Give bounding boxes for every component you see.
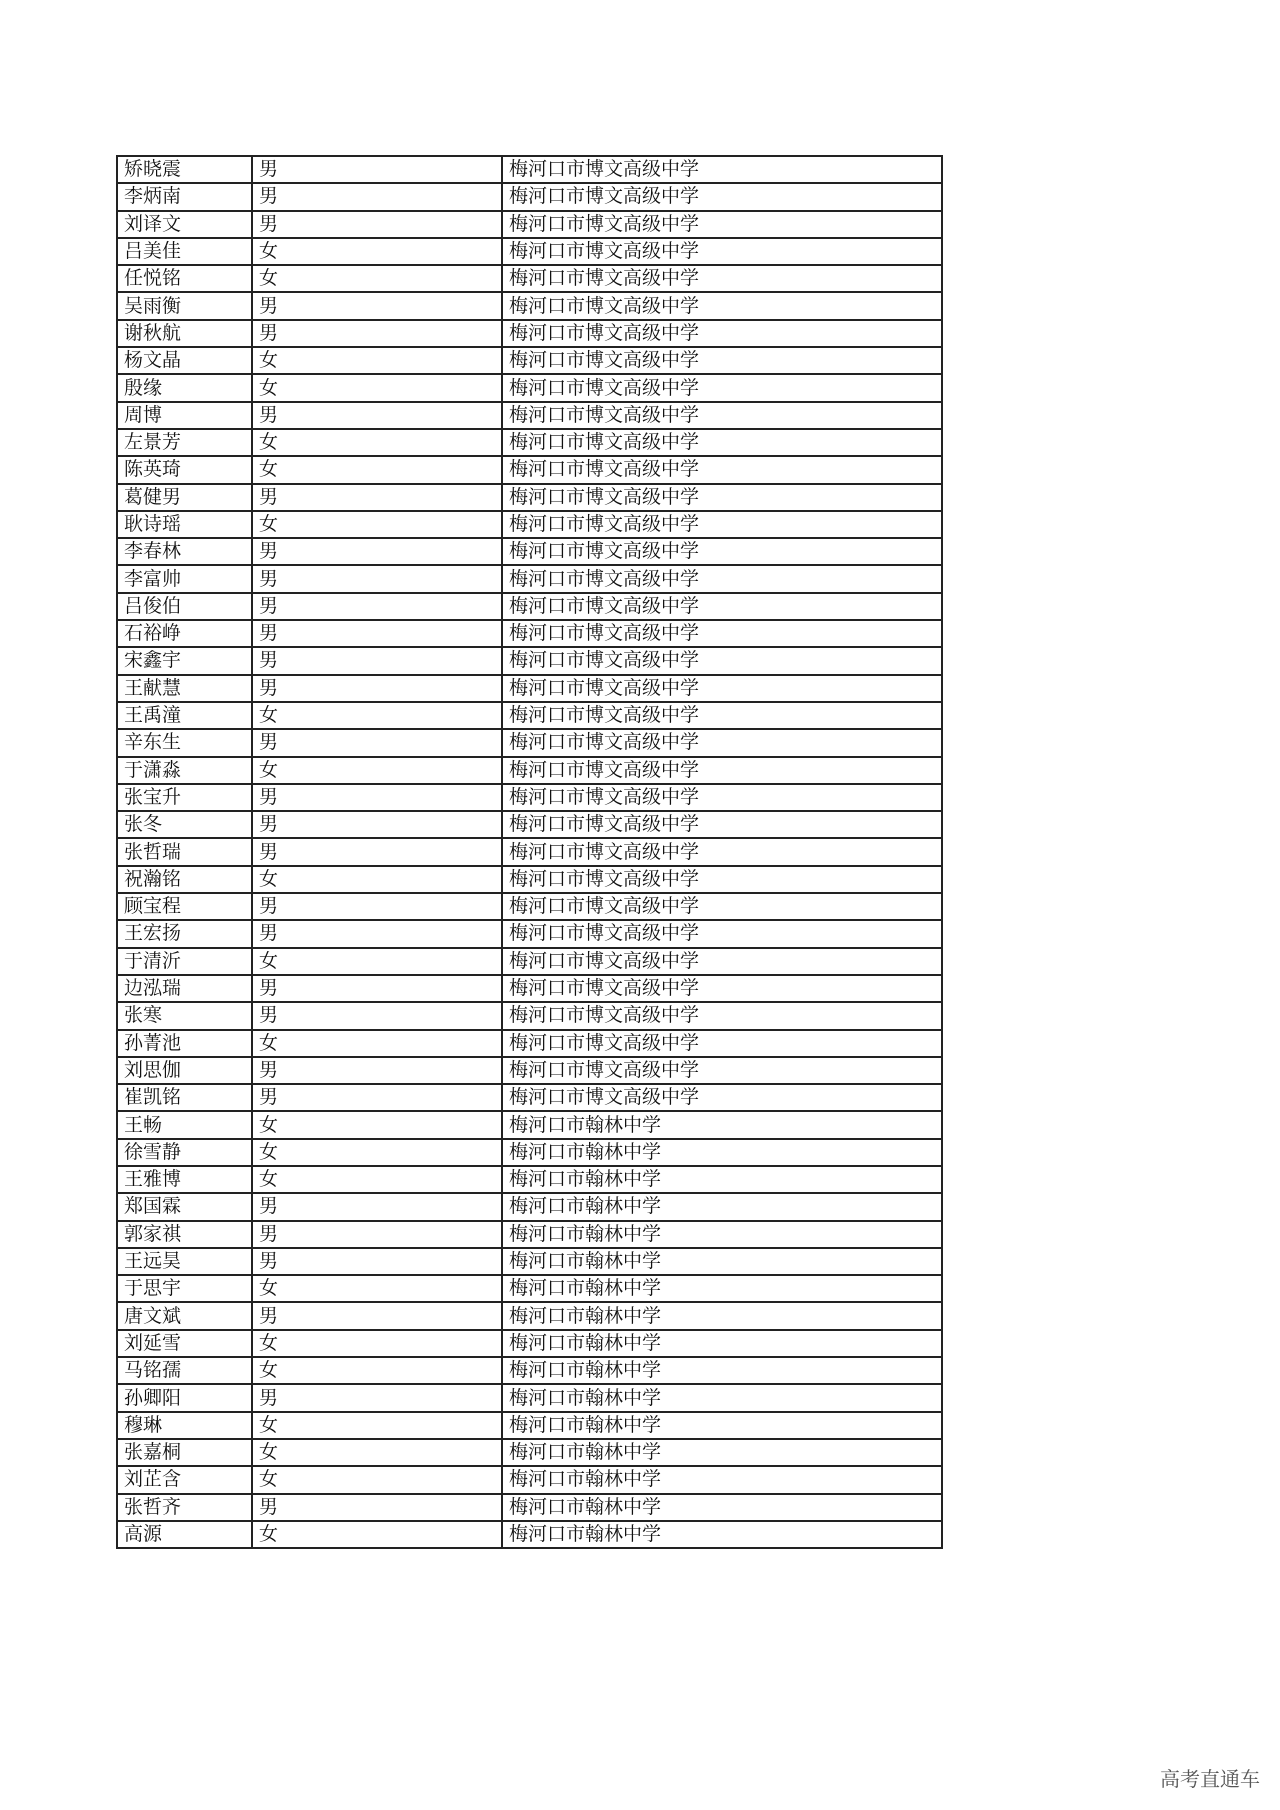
table-row [117, 702, 942, 729]
school-cell: 梅河口市博文高级中学 [502, 975, 942, 1002]
gender-cell: 女 [252, 265, 502, 292]
name-cell: 徐雪静 [117, 1139, 252, 1166]
table-row [117, 347, 942, 374]
name-cell: 宋鑫宇 [117, 647, 252, 674]
school-cell: 梅河口市博文高级中学 [502, 647, 942, 674]
table-row [117, 1002, 942, 1029]
school-cell: 梅河口市博文高级中学 [502, 702, 942, 729]
table-row [117, 511, 942, 538]
table-row [117, 675, 942, 702]
name-cell: 张冬 [117, 811, 252, 838]
table-row [117, 920, 942, 947]
name-cell: 陈英琦 [117, 456, 252, 483]
watermark-text: 高考直通车 [1160, 1767, 1260, 1791]
gender-cell: 女 [252, 866, 502, 893]
name-cell: 葛健男 [117, 484, 252, 511]
table-row [117, 866, 942, 893]
gender-cell: 女 [252, 1111, 502, 1138]
gender-cell: 女 [252, 238, 502, 265]
name-cell: 郭家祺 [117, 1221, 252, 1248]
school-cell: 梅河口市博文高级中学 [502, 620, 942, 647]
name-cell: 于思宇 [117, 1275, 252, 1302]
gender-cell: 女 [252, 456, 502, 483]
school-cell: 梅河口市博文高级中学 [502, 238, 942, 265]
name-cell: 穆琳 [117, 1412, 252, 1439]
school-cell: 梅河口市翰林中学 [502, 1166, 942, 1193]
name-cell: 吕美佳 [117, 238, 252, 265]
gender-cell: 女 [252, 429, 502, 456]
table-row [117, 1084, 942, 1111]
school-cell: 梅河口市翰林中学 [502, 1193, 942, 1220]
gender-cell: 女 [252, 1521, 502, 1548]
table-row [117, 1439, 942, 1466]
gender-cell: 男 [252, 565, 502, 592]
name-cell: 吴雨衡 [117, 292, 252, 319]
school-cell: 梅河口市博文高级中学 [502, 292, 942, 319]
gender-cell: 男 [252, 975, 502, 1002]
gender-cell: 男 [252, 675, 502, 702]
name-cell: 张嘉桐 [117, 1439, 252, 1466]
name-cell: 于清沂 [117, 948, 252, 975]
table-row [117, 1030, 942, 1057]
gender-cell: 男 [252, 1494, 502, 1521]
table-row [117, 757, 942, 784]
school-cell: 梅河口市翰林中学 [502, 1412, 942, 1439]
name-cell: 孙卿阳 [117, 1384, 252, 1411]
gender-cell: 男 [252, 920, 502, 947]
gender-cell: 男 [252, 183, 502, 210]
school-cell: 梅河口市博文高级中学 [502, 511, 942, 538]
school-cell: 梅河口市博文高级中学 [502, 1084, 942, 1111]
table-row [117, 456, 942, 483]
school-cell: 梅河口市博文高级中学 [502, 729, 942, 756]
table-row [117, 292, 942, 319]
school-cell: 梅河口市翰林中学 [502, 1275, 942, 1302]
name-cell: 耿诗瑶 [117, 511, 252, 538]
name-cell: 石裕峥 [117, 620, 252, 647]
school-cell: 梅河口市博文高级中学 [502, 1002, 942, 1029]
school-cell: 梅河口市博文高级中学 [502, 838, 942, 865]
table-row [117, 1221, 942, 1248]
gender-cell: 女 [252, 1275, 502, 1302]
table-row [117, 1057, 942, 1084]
gender-cell: 男 [252, 1057, 502, 1084]
table-row [117, 593, 942, 620]
gender-cell: 男 [252, 484, 502, 511]
school-cell: 梅河口市博文高级中学 [502, 183, 942, 210]
name-cell: 唐文斌 [117, 1302, 252, 1329]
name-cell: 王远昊 [117, 1248, 252, 1275]
table-row [117, 975, 942, 1002]
gender-cell: 男 [252, 1248, 502, 1275]
gender-cell: 男 [252, 1193, 502, 1220]
gender-cell: 男 [252, 538, 502, 565]
name-cell: 李富帅 [117, 565, 252, 592]
table-row [117, 729, 942, 756]
table-row [117, 1521, 942, 1548]
table-row [117, 1384, 942, 1411]
gender-cell: 男 [252, 1302, 502, 1329]
school-cell: 梅河口市博文高级中学 [502, 811, 942, 838]
gender-cell: 男 [252, 1221, 502, 1248]
table-row [117, 1275, 942, 1302]
school-cell: 梅河口市博文高级中学 [502, 429, 942, 456]
school-cell: 梅河口市博文高级中学 [502, 948, 942, 975]
table-row [117, 265, 942, 292]
gender-cell: 男 [252, 402, 502, 429]
gender-cell: 女 [252, 757, 502, 784]
table-row [117, 320, 942, 347]
school-cell: 梅河口市博文高级中学 [502, 402, 942, 429]
name-cell: 任悦铭 [117, 265, 252, 292]
school-cell: 梅河口市博文高级中学 [502, 565, 942, 592]
gender-cell: 女 [252, 1030, 502, 1057]
school-cell: 梅河口市翰林中学 [502, 1111, 942, 1138]
name-cell: 周博 [117, 402, 252, 429]
name-cell: 王禹潼 [117, 702, 252, 729]
table-row [117, 402, 942, 429]
school-cell: 梅河口市博文高级中学 [502, 1057, 942, 1084]
gender-cell: 男 [252, 838, 502, 865]
table-row [117, 1412, 942, 1439]
school-cell: 梅河口市博文高级中学 [502, 456, 942, 483]
gender-cell: 女 [252, 702, 502, 729]
table-row [117, 1139, 942, 1166]
table-row [117, 620, 942, 647]
gender-cell: 女 [252, 347, 502, 374]
school-cell: 梅河口市博文高级中学 [502, 593, 942, 620]
table-row [117, 211, 942, 238]
school-cell: 梅河口市博文高级中学 [502, 675, 942, 702]
gender-cell: 男 [252, 811, 502, 838]
table-row [117, 183, 942, 210]
table-row [117, 784, 942, 811]
table-row [117, 238, 942, 265]
table-row [117, 647, 942, 674]
table-row [117, 156, 942, 183]
gender-cell: 男 [252, 729, 502, 756]
table-row [117, 838, 942, 865]
school-cell: 梅河口市翰林中学 [502, 1139, 942, 1166]
roster-table-body [117, 156, 942, 1548]
school-cell: 梅河口市翰林中学 [502, 1494, 942, 1521]
name-cell: 王宏扬 [117, 920, 252, 947]
name-cell: 顾宝程 [117, 893, 252, 920]
name-cell: 谢秋航 [117, 320, 252, 347]
gender-cell: 男 [252, 784, 502, 811]
name-cell: 王献慧 [117, 675, 252, 702]
name-cell: 刘芷含 [117, 1466, 252, 1493]
school-cell: 梅河口市博文高级中学 [502, 784, 942, 811]
name-cell: 马铭孺 [117, 1357, 252, 1384]
name-cell: 刘译文 [117, 211, 252, 238]
school-cell: 梅河口市博文高级中学 [502, 320, 942, 347]
name-cell: 张宝升 [117, 784, 252, 811]
school-cell: 梅河口市博文高级中学 [502, 484, 942, 511]
school-cell: 梅河口市翰林中学 [502, 1330, 942, 1357]
name-cell: 高源 [117, 1521, 252, 1548]
school-cell: 梅河口市翰林中学 [502, 1221, 942, 1248]
name-cell: 矫晓震 [117, 156, 252, 183]
gender-cell: 男 [252, 893, 502, 920]
school-cell: 梅河口市博文高级中学 [502, 211, 942, 238]
table-row [117, 1166, 942, 1193]
table-row [117, 948, 942, 975]
roster-sheet [116, 155, 941, 1549]
name-cell: 边泓瑞 [117, 975, 252, 1002]
school-cell: 梅河口市翰林中学 [502, 1357, 942, 1384]
name-cell: 殷缘 [117, 374, 252, 401]
name-cell: 张哲齐 [117, 1494, 252, 1521]
gender-cell: 男 [252, 593, 502, 620]
gender-cell: 女 [252, 1357, 502, 1384]
table-row [117, 1193, 942, 1220]
school-cell: 梅河口市博文高级中学 [502, 893, 942, 920]
name-cell: 张哲瑞 [117, 838, 252, 865]
school-cell: 梅河口市博文高级中学 [502, 347, 942, 374]
name-cell: 李炳南 [117, 183, 252, 210]
name-cell: 崔凯铭 [117, 1084, 252, 1111]
name-cell: 左景芳 [117, 429, 252, 456]
table-row [117, 893, 942, 920]
table-row [117, 1494, 942, 1521]
name-cell: 孙菁池 [117, 1030, 252, 1057]
gender-cell: 男 [252, 620, 502, 647]
table-row [117, 429, 942, 456]
gender-cell: 女 [252, 948, 502, 975]
name-cell: 王畅 [117, 1111, 252, 1138]
gender-cell: 女 [252, 1466, 502, 1493]
gender-cell: 男 [252, 156, 502, 183]
name-cell: 张寒 [117, 1002, 252, 1029]
gender-cell: 女 [252, 1439, 502, 1466]
name-cell: 李春林 [117, 538, 252, 565]
table-row [117, 1330, 942, 1357]
gender-cell: 女 [252, 1166, 502, 1193]
school-cell: 梅河口市博文高级中学 [502, 757, 942, 784]
table-row [117, 1302, 942, 1329]
table-row [117, 484, 942, 511]
gender-cell: 女 [252, 1139, 502, 1166]
name-cell: 郑国霖 [117, 1193, 252, 1220]
name-cell: 吕俊伯 [117, 593, 252, 620]
table-row [117, 1357, 942, 1384]
gender-cell: 男 [252, 1384, 502, 1411]
school-cell: 梅河口市博文高级中学 [502, 156, 942, 183]
gender-cell: 男 [252, 292, 502, 319]
name-cell: 王雅博 [117, 1166, 252, 1193]
name-cell: 杨文晶 [117, 347, 252, 374]
school-cell: 梅河口市翰林中学 [502, 1384, 942, 1411]
gender-cell: 女 [252, 374, 502, 401]
school-cell: 梅河口市博文高级中学 [502, 265, 942, 292]
gender-cell: 男 [252, 647, 502, 674]
table-row [117, 811, 942, 838]
gender-cell: 女 [252, 1330, 502, 1357]
school-cell: 梅河口市翰林中学 [502, 1248, 942, 1275]
gender-cell: 女 [252, 1412, 502, 1439]
name-cell: 祝瀚铭 [117, 866, 252, 893]
school-cell: 梅河口市博文高级中学 [502, 920, 942, 947]
school-cell: 梅河口市博文高级中学 [502, 866, 942, 893]
table-row [117, 565, 942, 592]
gender-cell: 男 [252, 1002, 502, 1029]
school-cell: 梅河口市翰林中学 [502, 1521, 942, 1548]
gender-cell: 女 [252, 511, 502, 538]
school-cell: 梅河口市翰林中学 [502, 1466, 942, 1493]
name-cell: 于潇淼 [117, 757, 252, 784]
gender-cell: 男 [252, 211, 502, 238]
school-cell: 梅河口市博文高级中学 [502, 1030, 942, 1057]
table-row [117, 1466, 942, 1493]
name-cell: 刘思伽 [117, 1057, 252, 1084]
table-row [117, 538, 942, 565]
gender-cell: 男 [252, 320, 502, 347]
roster-table [116, 155, 943, 1549]
school-cell: 梅河口市博文高级中学 [502, 374, 942, 401]
name-cell: 刘延雪 [117, 1330, 252, 1357]
school-cell: 梅河口市翰林中学 [502, 1302, 942, 1329]
school-cell: 梅河口市博文高级中学 [502, 538, 942, 565]
school-cell: 梅河口市翰林中学 [502, 1439, 942, 1466]
gender-cell: 男 [252, 1084, 502, 1111]
table-row [117, 374, 942, 401]
table-row [117, 1248, 942, 1275]
table-row [117, 1111, 942, 1138]
name-cell: 辛东生 [117, 729, 252, 756]
